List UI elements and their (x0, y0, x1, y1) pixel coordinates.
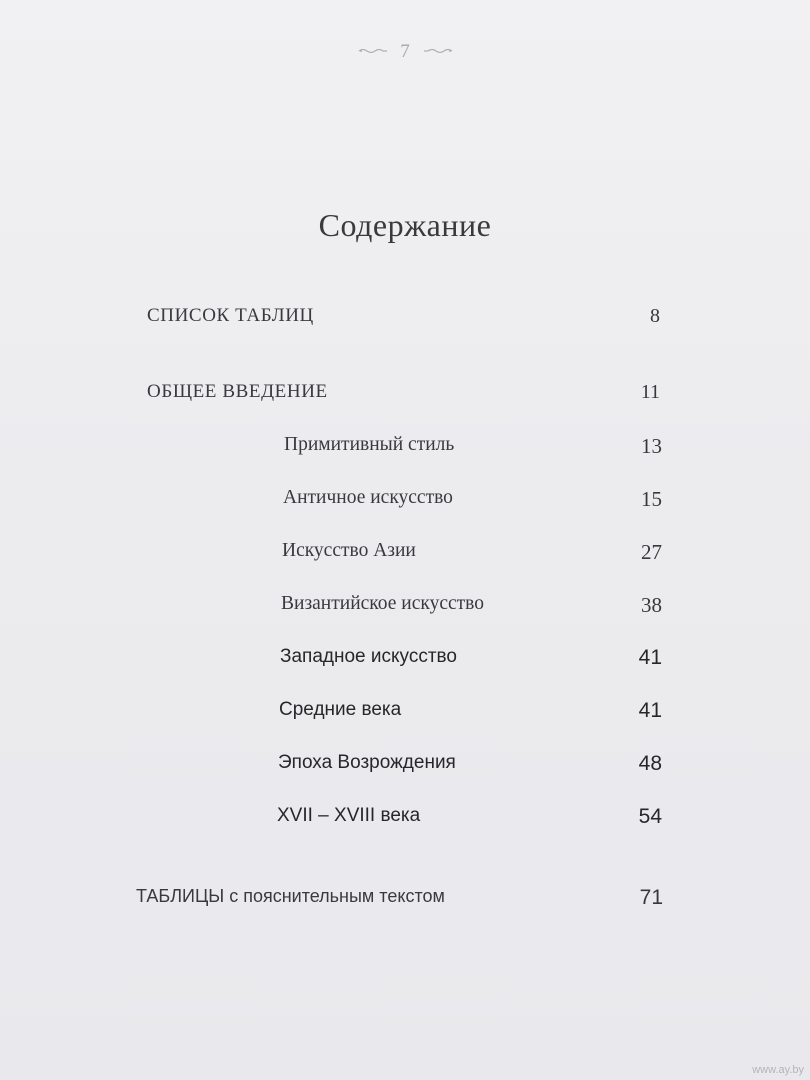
flourish-ornament-icon (358, 48, 388, 54)
toc-entry-page: 13 (641, 434, 662, 458)
toc-entry-antique-art[interactable] (0, 487, 810, 521)
flourish-ornament-icon (423, 48, 453, 54)
toc-entry-label: Западное искусство (280, 646, 457, 667)
toc-entry-label: Искусство Азии (282, 540, 416, 561)
toc-entry-primitive-style[interactable] (0, 434, 810, 468)
toc-entry-plates-with-text[interactable] (0, 886, 810, 920)
toc-entry-general-introduction[interactable] (0, 381, 810, 415)
toc-entry-page: 38 (641, 593, 662, 617)
toc-entry-label: Примитивный стиль (284, 434, 455, 455)
watermark: www.ay.by (752, 1064, 804, 1076)
toc-entry-page: 27 (641, 540, 662, 564)
page-number: 7 (400, 41, 410, 62)
toc-entry-label: ТАБЛИЦЫ с пояснительным текстом (136, 886, 445, 906)
toc-entry-renaissance[interactable] (0, 752, 810, 786)
toc-entry-label: Средние века (279, 699, 402, 720)
toc-entry-page: 8 (650, 305, 660, 327)
toc-entry-page: 41 (638, 699, 662, 722)
toc-entry-page: 54 (638, 805, 662, 828)
toc-entry-page: 11 (640, 381, 660, 403)
toc-entry-label: Античное искусство (283, 487, 453, 508)
toc-entry-label: XVII – XVIII века (277, 805, 421, 826)
toc-entry-byzantine-art[interactable] (0, 593, 810, 627)
toc-entry-page: 41 (638, 646, 662, 669)
toc-entry-middle-ages[interactable] (0, 699, 810, 733)
toc-entry-17-18-centuries[interactable] (0, 805, 810, 839)
toc-entry-label: СПИСОК ТАБЛИЦ (147, 305, 314, 326)
toc-entry-asian-art[interactable] (0, 540, 810, 574)
toc-entry-page: 15 (641, 487, 662, 511)
toc-entry-label: Византийское искусство (281, 593, 484, 614)
toc-entry-page: 71 (639, 886, 663, 909)
toc-entry-western-art[interactable] (0, 646, 810, 680)
toc-entry-list-of-plates[interactable] (0, 305, 810, 339)
toc-entry-label: Эпоха Возрождения (278, 752, 456, 773)
toc-title: Содержание (318, 207, 492, 243)
toc-entry-label: ОБЩЕЕ ВВЕДЕНИЕ (147, 381, 328, 402)
toc-entry-page: 48 (638, 752, 662, 775)
page-number-header (0, 41, 810, 63)
